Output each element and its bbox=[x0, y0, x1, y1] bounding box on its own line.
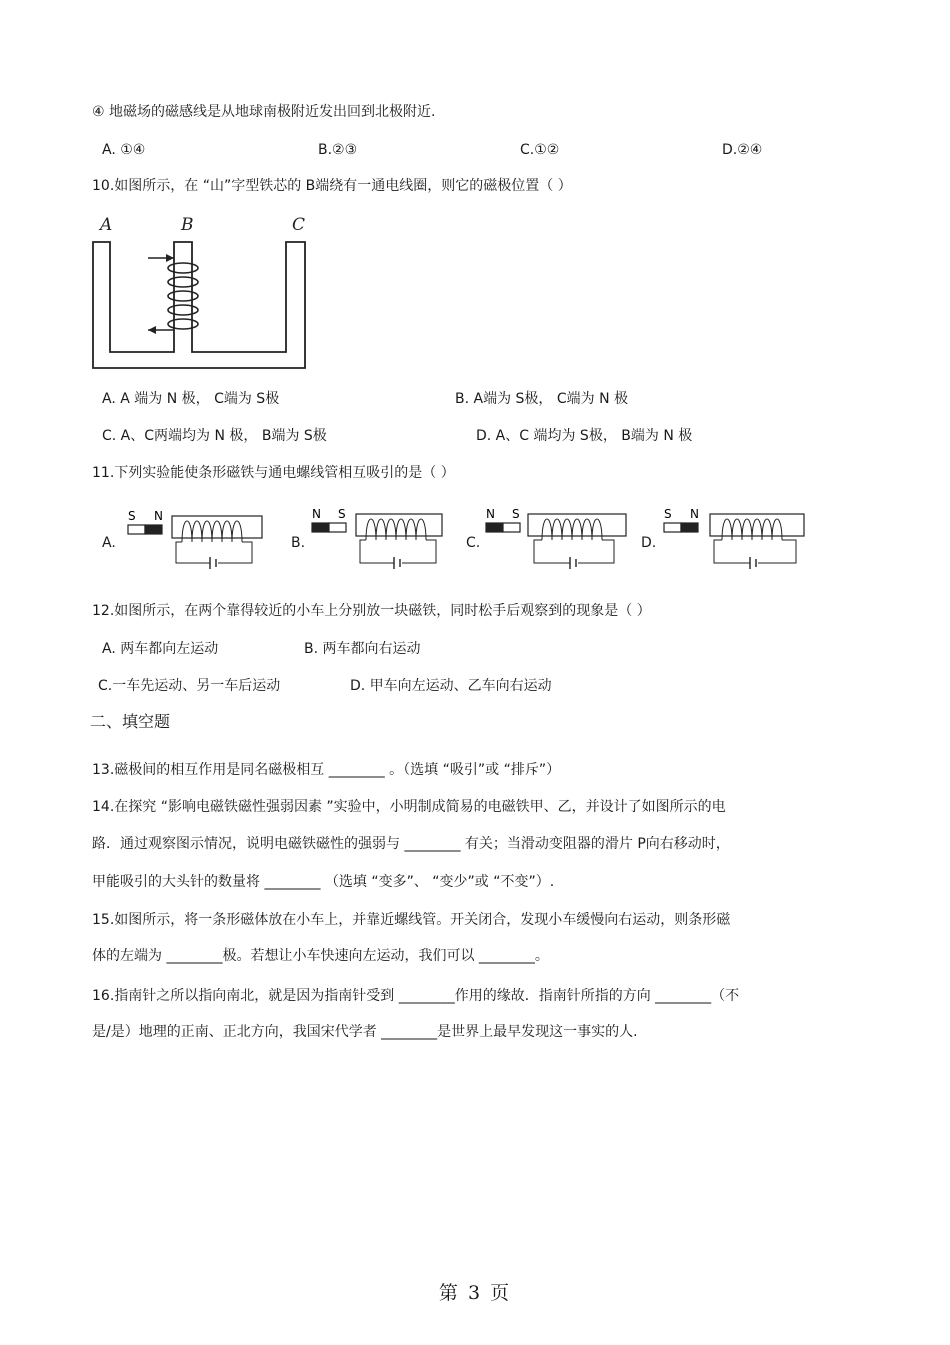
battery-a-icon bbox=[210, 557, 216, 569]
q13-line1: 13.磁极间的相互作用是同名磁极相互 ________ 。（选填 “吸引”或 “排斥”） bbox=[92, 762, 561, 778]
magnet-a-left-pole: S bbox=[128, 509, 136, 523]
page-number: 第 3 页 bbox=[438, 1282, 512, 1304]
q15-line1: 15.如图所示，将一条形磁体放在小车上，并靠近螺线管。开关闭合，发现小车缓慢向右运动，则条形磁 bbox=[92, 912, 731, 928]
q15-line2: 体的左端为 ________极。若想让小车快速向左运动，我们可以 ________。 bbox=[92, 948, 549, 964]
q10-option-d: D. A、C 端均为 S极， B端为 N 极 bbox=[476, 428, 693, 444]
q9-option-a: A. ①④ bbox=[102, 142, 146, 158]
q10-option-b: B. A端为 S极， C端为 N 极 bbox=[455, 391, 629, 407]
q14-line2: 路．通过观察图示情况，说明电磁铁磁性的强弱与 ________ 有关；当滑动变阻器的滑片 P向右移动时， bbox=[92, 836, 730, 852]
label-a: A bbox=[100, 215, 113, 235]
current-in-arrow-icon bbox=[166, 254, 174, 262]
label-c: C bbox=[292, 215, 306, 235]
q12-option-a: A. 两车都向左运动 bbox=[102, 641, 219, 657]
magnet-b-dark-half bbox=[312, 523, 329, 532]
wire-d bbox=[714, 540, 796, 563]
battery-c-icon bbox=[570, 557, 576, 569]
q10-option-a: A. A 端为 N 极， C端为 S极 bbox=[102, 391, 280, 407]
q14-line1: 14.在探究 “影响电磁铁磁性强弱因素 ”实验中，小明制成简易的电磁铁甲、乙，并设计了如图所示的电 bbox=[92, 799, 726, 815]
magnet-b-light-half bbox=[329, 523, 346, 532]
magnet-c-dark-half bbox=[486, 523, 503, 532]
q9-option-c: C.①② bbox=[520, 142, 560, 158]
magnet-c-light-half bbox=[503, 523, 520, 532]
battery-d-icon bbox=[750, 557, 756, 569]
q11-stem: 11.下列实验能使条形磁铁与通电螺线管相互吸引的是（ ） bbox=[92, 465, 455, 481]
section-title-fill-in: 二、填空题 bbox=[90, 712, 171, 731]
q11-option-a: A. bbox=[102, 535, 116, 551]
coil bbox=[148, 258, 198, 330]
q9-item4: ④ 地磁场的磁感线是从地球南极附近发出回到北极附近. bbox=[92, 104, 436, 120]
magnet-d-left-pole: S bbox=[664, 507, 672, 521]
coil-d bbox=[722, 519, 782, 540]
iron-core-outline bbox=[93, 242, 305, 368]
magnet-c-left-pole: N bbox=[486, 507, 495, 521]
q11-option-d: D. bbox=[641, 535, 657, 551]
wire-a bbox=[176, 542, 252, 563]
magnet-a-right-pole: N bbox=[154, 509, 163, 523]
q11-circuit-a bbox=[126, 508, 266, 576]
magnet-c-right-pole: S bbox=[512, 507, 520, 521]
q9-option-d: D.②④ bbox=[722, 142, 763, 158]
coil-a bbox=[182, 521, 242, 542]
battery-b-icon bbox=[394, 557, 400, 569]
wire-c bbox=[534, 540, 614, 563]
solenoid-a bbox=[172, 516, 262, 538]
q16-line2: 是/是）地理的正南、正北方向，我国宋代学者 ________是世界上最早发现这一事实的人. bbox=[92, 1024, 638, 1040]
magnet-a-light-half bbox=[128, 525, 145, 534]
magnet-a-dark-half bbox=[145, 525, 162, 534]
label-b: B bbox=[181, 215, 194, 235]
q11-circuit-b bbox=[308, 506, 448, 576]
coil-b bbox=[366, 519, 426, 540]
q12-option-b: B. 两车都向右运动 bbox=[304, 641, 421, 657]
wire-b bbox=[360, 540, 436, 563]
magnet-d-right-pole: N bbox=[690, 507, 699, 521]
q12-option-c: C.一车先运动、另一车后运动 bbox=[98, 678, 281, 694]
coil-c bbox=[542, 519, 602, 540]
q14-line3: 甲能吸引的大头针的数量将 ________ （选填 “变多”、 “变少”或 “不变”）. bbox=[92, 874, 555, 890]
q11-option-b: B. bbox=[291, 535, 306, 551]
q9-option-b: B.②③ bbox=[318, 142, 358, 158]
current-out-arrow-icon bbox=[148, 326, 156, 334]
q12-option-d: D. 甲车向左运动、乙车向右运动 bbox=[350, 678, 552, 694]
q10-iron-core-figure bbox=[88, 210, 313, 375]
q10-stem: 10.如图所示，在 “山”字型铁芯的 B端绕有一通电线圈，则它的磁极位置（ ） bbox=[92, 178, 572, 194]
magnet-d-dark-half bbox=[681, 523, 698, 532]
q11-circuit-d bbox=[660, 506, 810, 576]
q16-line1: 16.指南针之所以指向南北，就是因为指南针受到 ________作用的缘故．指南针所指的方向 ________（不 bbox=[92, 988, 740, 1004]
q11-circuit-c bbox=[482, 506, 632, 576]
q12-stem: 12.如图所示，在两个靠得较近的小车上分别放一块磁铁，同时松手后观察到的现象是（ ） bbox=[92, 603, 651, 619]
solenoid-b bbox=[356, 514, 442, 536]
solenoid-d bbox=[710, 514, 804, 536]
magnet-b-right-pole: S bbox=[338, 507, 346, 521]
magnet-b-left-pole: N bbox=[312, 507, 321, 521]
magnet-d-light-half bbox=[664, 523, 681, 532]
q11-option-c: C. bbox=[466, 535, 481, 551]
q10-option-c: C. A、C两端均为 N 极， B端为 S极 bbox=[102, 428, 327, 444]
